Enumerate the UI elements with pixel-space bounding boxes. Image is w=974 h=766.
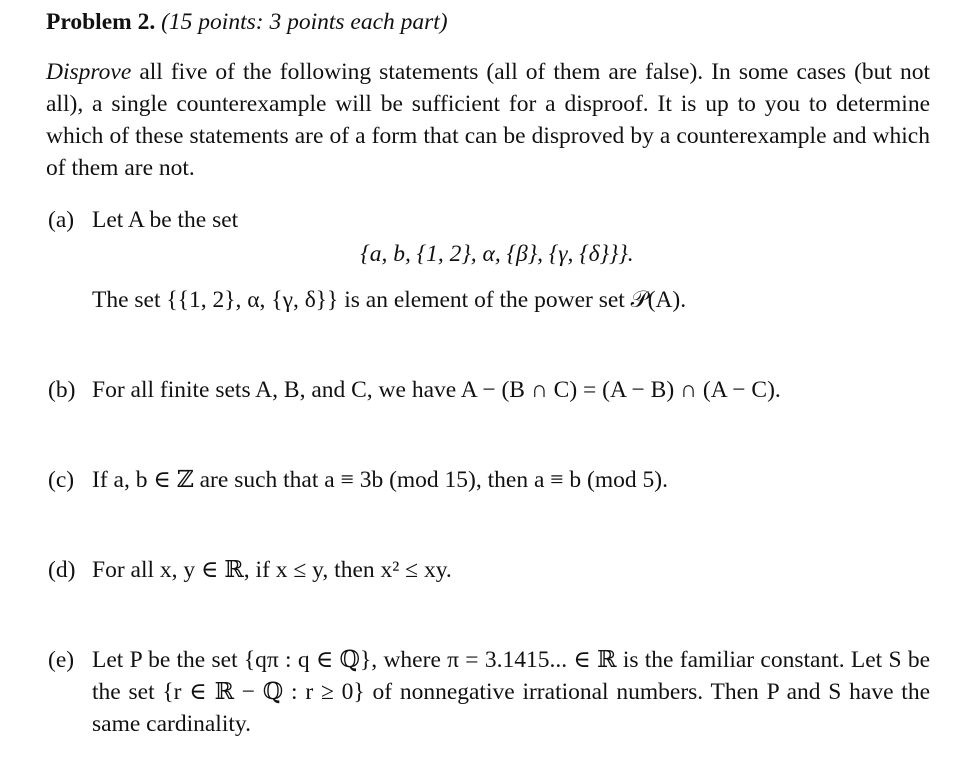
part-e-text: Let P be the set {qπ : q ∈ ℚ}, where π = 3.1415... ∈ ℝ is the familiar constant. Let S be the set {r ∈ ℝ − ℚ : r ≥ 0} of nonnegative irrational numbers. Then P and S have the same cardinality.: [92, 647, 930, 737]
problem-points: (15 points: 3 points each part): [161, 9, 448, 35]
part-a-line2: The set {{1, 2}, α, {γ, δ}} is an element of the power set 𝒫(A).: [92, 287, 687, 313]
part-a-display-set: {a, b, {1, 2}, α, {β}, {γ, {δ}}}.: [360, 241, 634, 267]
part-b-label: (b): [48, 377, 76, 403]
intro-emphasis: Disprove: [46, 59, 132, 85]
problem-heading: [46, 6, 448, 38]
problem-intro: [46, 56, 930, 184]
part-a-label: (a): [48, 207, 75, 233]
part-d-text: For all x, y ∈ ℝ, if x ≤ y, then x² ≤ xy.: [92, 557, 452, 583]
part-c-label: (c): [48, 467, 75, 493]
part-b-text: For all finite sets A, B, and C, we have A − (B ∩ C) = (A − B) ∩ (A − C).: [92, 377, 781, 403]
intro-text: all five of the following statements (all of them are false). In some cases (but not all), a single counterexample will be sufficient for a disproof. It is up to you to determine which of these statements are of a form that can be disproved by a counterexample and which of them are not.: [46, 59, 930, 181]
problem-title: Problem 2.: [46, 9, 156, 35]
part-d-label: (d): [48, 557, 76, 583]
part-a-line1: Let A be the set: [92, 207, 239, 233]
part-c-text: If a, b ∈ ℤ are such that a ≡ 3b (mod 15), then a ≡ b (mod 5).: [92, 467, 668, 493]
part-e-label: (e): [48, 647, 75, 673]
